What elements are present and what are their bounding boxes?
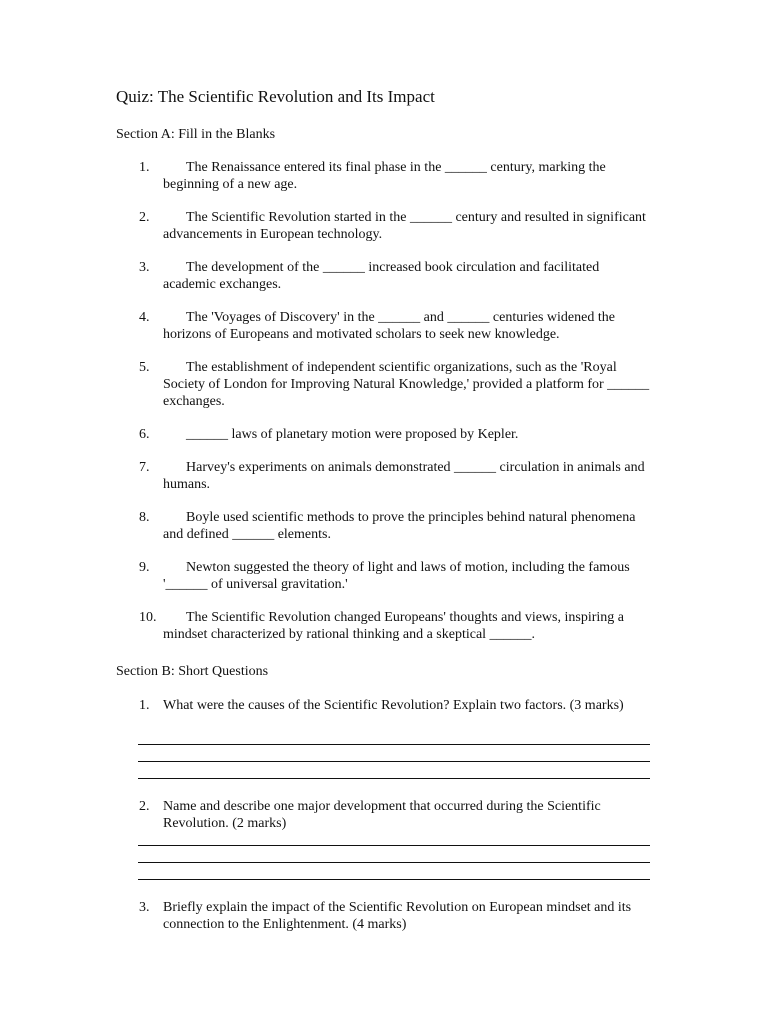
question-number: 1. [139,698,150,713]
question-item [0,798,653,832]
question-text: The Scientific Revolution started in the ______ century and resulted in significant advancements in European technology. [163,210,646,242]
question-item [0,259,653,293]
question-text: Newton suggested the theory of light and laws of motion, including the famous '______ of universal gravitation.' [163,560,630,592]
question-number: 5. [139,360,150,375]
question-item [0,426,653,443]
question-number: 9. [139,560,150,575]
question-text: The Renaissance entered its final phase in the ______ century, marking the beginning of a new age. [163,160,606,192]
answer-line[interactable] [138,778,650,779]
question-text: The Scientific Revolution changed Europeans' thoughts and views, inspiring a mindset characterized by rational thinking and a skeptical ______. [163,610,624,642]
question-item [0,559,653,593]
question-text: Harvey's experiments on animals demonstrated ______ circulation in animals and humans. [163,460,645,492]
fill-in-blanks-list [0,159,768,659]
question-number: 1. [139,160,150,175]
question-number: 2. [139,799,150,814]
question-number: 8. [139,510,150,525]
question-number: 4. [139,310,150,325]
question-number: 10. [139,610,157,625]
answer-line[interactable] [138,879,650,880]
question-number: 3. [139,260,150,275]
question-number: 2. [139,210,150,225]
question-text: What were the causes of the Scientific Revolution? Explain two factors. (3 marks) [163,698,624,713]
question-item [0,209,653,243]
question-item [0,899,653,933]
question-item [0,509,653,543]
question-text: Briefly explain the impact of the Scientific Revolution on European mindset and its connection to the Enlightenment. (4 marks) [163,900,632,932]
question-text: Boyle used scientific methods to prove the principles behind natural phenomena and defined ______ elements. [163,510,636,542]
page-title: Quiz: The Scientific Revolution and Its Impact [116,87,435,106]
question-item [0,609,653,643]
question-item [0,159,653,193]
short-question-1 [0,697,768,714]
short-question-2 [0,798,768,832]
question-number: 7. [139,460,150,475]
answer-line[interactable] [138,862,650,863]
question-text: ______ laws of planetary motion were proposed by Kepler. [186,427,519,442]
question-text: The development of the ______ increased book circulation and facilitated academic exchanges. [163,260,600,292]
section-b-heading: Section B: Short Questions [116,664,269,679]
question-item [0,697,653,714]
answer-lines [138,845,650,896]
question-number: 6. [139,427,150,442]
question-text: The 'Voyages of Discovery' in the ______ and ______ centuries widened the horizons of Europeans and motivated scholars to seek new knowledge. [163,310,615,342]
answer-line[interactable] [138,761,650,762]
section-a-heading: Section A: Fill in the Blanks [116,127,276,142]
answer-line[interactable] [138,744,650,745]
short-question-3 [0,899,768,933]
question-text: The establishment of independent scientific organizations, such as the 'Royal Society of London for Improving Natural Knowledge,' provided a platform for ______ exchanges. [163,360,650,409]
question-text: Name and describe one major development that occurred during the Scientific Revolution. (2 marks) [163,799,601,831]
question-item [0,359,653,410]
answer-line[interactable] [138,845,650,846]
answer-lines [138,744,650,795]
question-item [0,309,653,343]
question-number: 3. [139,900,150,915]
question-item [0,459,653,493]
